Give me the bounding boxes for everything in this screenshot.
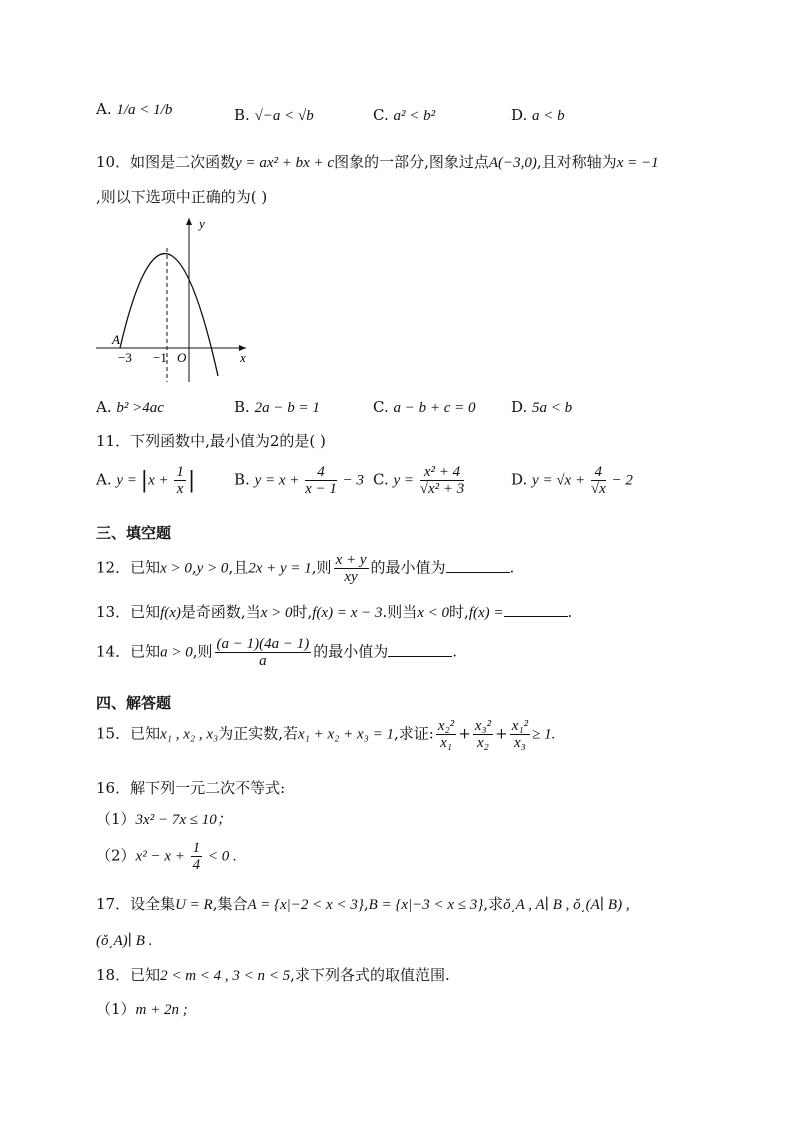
section-heading-solve: 四、解答题 bbox=[96, 694, 172, 712]
q10-stem-line2: ,则以下选项中正确的为( ) bbox=[96, 188, 268, 206]
tick-neg3-label: −3 bbox=[118, 350, 132, 365]
y-axis-arrow bbox=[186, 218, 192, 225]
q11-option-a[interactable]: A. y = |x + $\frac{1}{x}$ | bbox=[96, 464, 196, 497]
q16-part2: （2）x² − x + $\frac{1}{4}$ < 0 . bbox=[96, 840, 237, 873]
q10-option-a[interactable]: A. b² >4ac bbox=[96, 398, 164, 416]
q9-option-d-math: a < b bbox=[532, 108, 565, 124]
q10-option-d[interactable]: D. 5a < b bbox=[511, 398, 573, 416]
q9-option-b[interactable]: B. √−a < √b bbox=[234, 106, 314, 124]
y-axis-label: y bbox=[199, 216, 205, 231]
q9-option-c[interactable]: C. a² < b² bbox=[373, 106, 436, 124]
q10-stem: 10．如图是二次函数y = ax² + bx + c图象的一部分,图象过点A(−3,0),且对称轴为x = −1 bbox=[96, 153, 659, 171]
q9-option-d[interactable]: D. a < b bbox=[511, 106, 565, 124]
parabola-curve bbox=[120, 254, 218, 376]
q14-answer-blank[interactable] bbox=[388, 642, 452, 657]
q11-option-c[interactable]: C. y = $\frac{\text{x² + 4}}{\text{√x² + 3}}$ bbox=[373, 464, 465, 497]
q9-option-c-math: a² < b² bbox=[393, 108, 436, 124]
x-axis-label: x bbox=[240, 350, 246, 365]
q16-stem: 16．解下列一元二次不等式: bbox=[96, 779, 286, 797]
tick-neg1-label: −1 bbox=[153, 350, 167, 365]
q16-part1: （1）3x² − 7x ≤ 10； bbox=[96, 810, 232, 828]
q12-answer-blank[interactable] bbox=[446, 558, 510, 573]
section-heading-fill-in: 三、填空题 bbox=[96, 524, 172, 542]
q17-stem-line2: (ǒ͵A)∣ B . bbox=[96, 933, 153, 949]
q18-stem: 18．已知2 < m < 4 , 3 < n < 5,求下列各式的取值范围. bbox=[96, 966, 450, 984]
q10-option-c[interactable]: C. a − b + c = 0 bbox=[373, 398, 476, 416]
q17-stem: 17．设全集U = R,集合A = {x|−2 < x < 3},B = {x|−3 < x ≤ 3},求ǒ͵A , A∣ B , ǒ͵(A∣ B) , bbox=[96, 895, 630, 913]
q12-stem: 12．已知x > 0,y > 0,且2x + y = 1,则 $\frac{x + y}{xy}$ 的最小值为 . bbox=[96, 552, 515, 585]
q9-option-a[interactable]: A. 1/a < 1/b bbox=[96, 100, 173, 118]
parabola-graph bbox=[96, 214, 256, 386]
q15-stem: 15．已知x₁ , x₂ , x₃为正实数,若x₁ + x₂ + x₃ = 1,求证: $\frac{\text{x₂²}}{\text{x₁}}$ + $\frac{\text{x₃²}}{\text{x₂}}$ + $\frac{\text{x₁²}}{\text{x₃}}$ ≥ 1. bbox=[96, 718, 556, 751]
q13-stem: 13．已知f(x)是奇函数,当x > 0时,f(x) = x − 3.则当x < 0时,f(x) = . bbox=[96, 603, 573, 621]
q9-option-a-math: 1/a < 1/b bbox=[116, 102, 173, 118]
q11-stem: 11．下列函数中,最小值为2的是( ) bbox=[96, 432, 326, 450]
q18-part1: （1）m + 2n ; bbox=[96, 1000, 188, 1018]
q11-option-b[interactable]: B. y = x + $\frac{4}{x - 1}$ − 3 bbox=[234, 464, 365, 497]
point-a-label: A bbox=[112, 332, 120, 347]
origin-label: O bbox=[177, 350, 187, 365]
q9-option-b-math: √−a < √b bbox=[254, 108, 314, 124]
q10-option-b[interactable]: B. 2a − b = 1 bbox=[234, 398, 320, 416]
q14-stem: 14．已知a > 0,则 $\frac{(a - 1)(4a - 1)}{a}$ 的最小值为 . bbox=[96, 636, 458, 669]
q11-option-d[interactable]: D. y = √x + $\frac{4}{√x}$ − 2 bbox=[511, 464, 633, 497]
q13-answer-blank[interactable] bbox=[504, 602, 568, 617]
